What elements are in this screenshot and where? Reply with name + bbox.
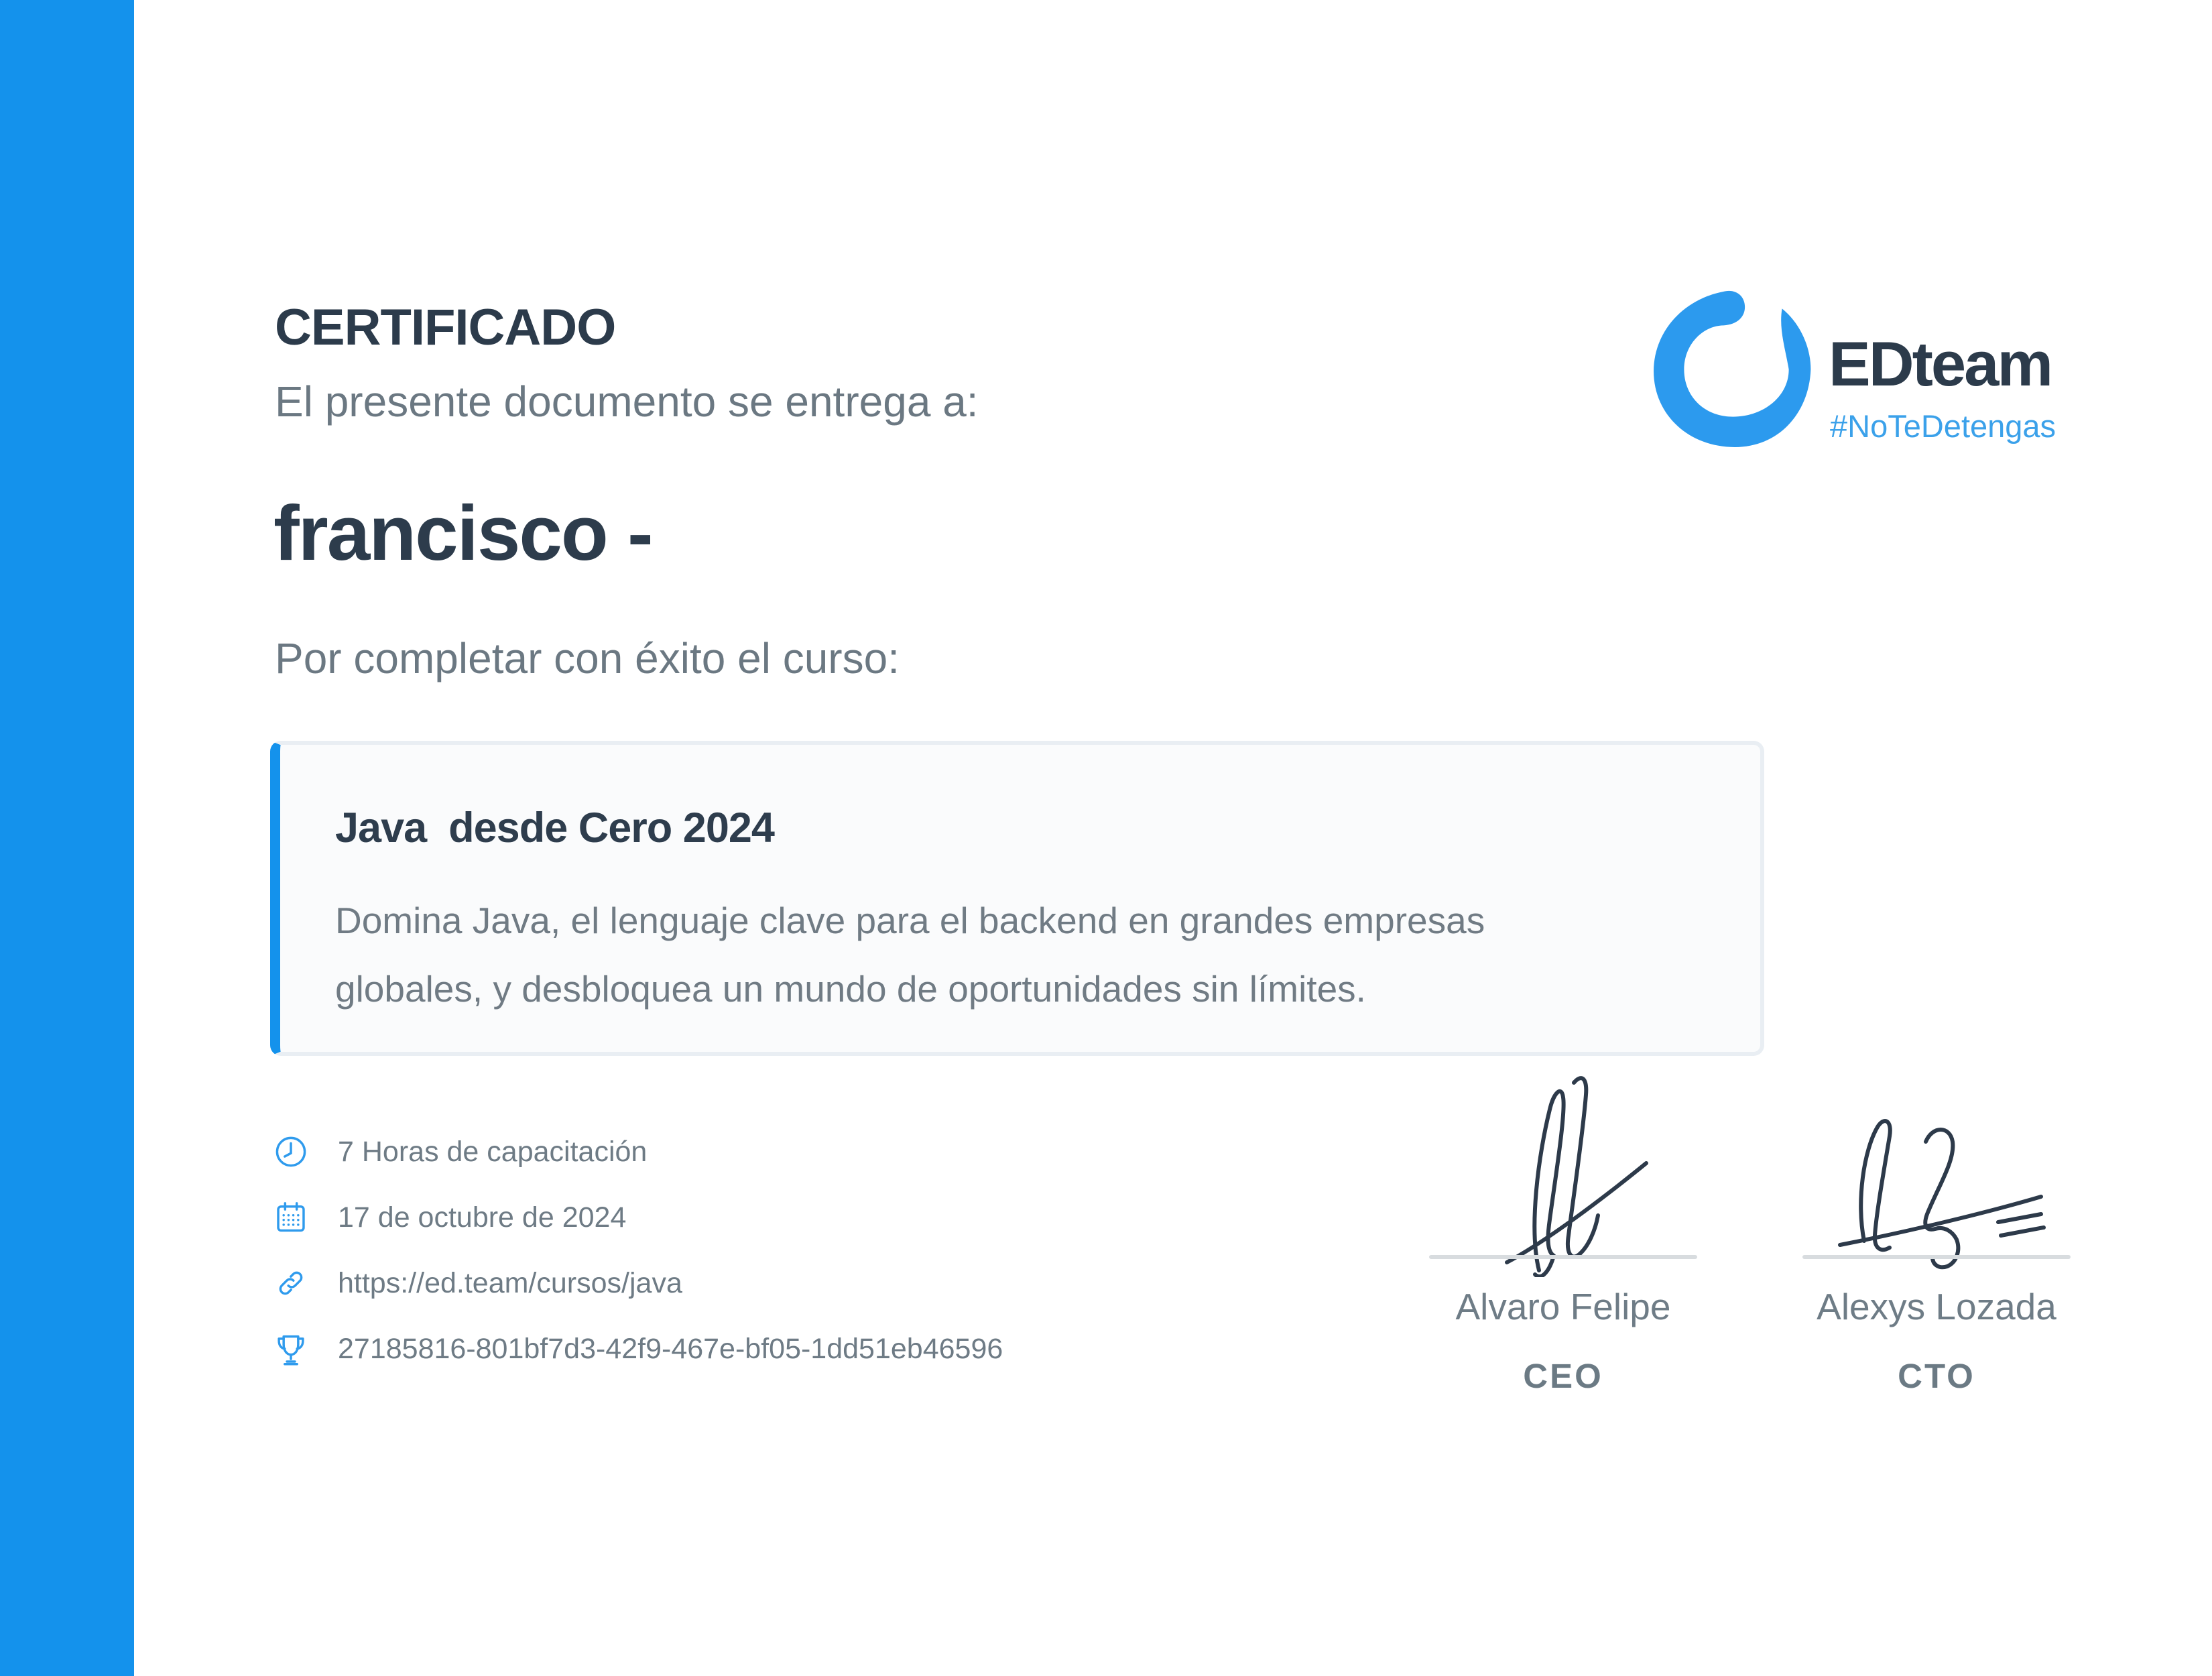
course-description: Domina Java, el lenguaje clave para el backend en grandes empresas globales, y desbloquea un mundo de oportunidades sin límites. — [335, 900, 1485, 1010]
course-title: Java desde Cero 2024 — [335, 804, 774, 851]
signature-block-ceo — [1429, 1069, 1697, 1418]
brand-tagline: #NoTeDetengas — [1830, 408, 2056, 444]
detail-row-duration — [273, 1132, 1003, 1172]
detail-text-certificate-id: 27185816-801bf7d3-42f9-467e-bf05-1dd51eb46596 — [338, 1332, 1003, 1365]
brand-name: EDteam — [1829, 328, 2052, 399]
certificate-intro: El presente documento se entrega a: — [275, 377, 979, 426]
course-url-link[interactable]: https://ed.team/cursos/java — [338, 1266, 682, 1299]
signer-role-ceo: CEO — [1523, 1357, 1603, 1395]
signature-line — [1429, 1255, 1697, 1259]
edteam-swoosh-icon — [1650, 282, 1819, 451]
signature-scribble-ceo — [1469, 1069, 1684, 1277]
link-icon — [273, 1266, 308, 1301]
certificate-kicker: CERTIFICADO — [275, 299, 616, 356]
signature-line — [1802, 1255, 2071, 1259]
completion-line: Por completar con éxito el curso: — [275, 634, 900, 682]
detail-text-date: 17 de octubre de 2024 — [338, 1201, 627, 1234]
detail-text-duration: 7 Horas de capacitación — [338, 1135, 648, 1168]
signer-name-ceo: Alvaro Felipe — [1455, 1286, 1671, 1327]
signature-block-cto — [1802, 1069, 2071, 1418]
signer-role-cto: CTO — [1898, 1357, 1975, 1395]
signer-name-cto: Alexys Lozada — [1817, 1286, 2056, 1327]
clock-icon — [273, 1134, 308, 1169]
recipient-name: francisco - — [273, 489, 652, 577]
left-accent-stripe — [0, 0, 134, 1676]
detail-row-date — [273, 1197, 1003, 1238]
calendar-icon — [273, 1200, 308, 1235]
signature-scribble-cto — [1808, 1104, 2063, 1278]
detail-row-url — [273, 1263, 1003, 1303]
detail-row-certificate-id — [273, 1329, 1003, 1369]
trophy-icon — [273, 1331, 308, 1366]
course-card — [270, 741, 1764, 1056]
course-details-list — [273, 1132, 1003, 1394]
